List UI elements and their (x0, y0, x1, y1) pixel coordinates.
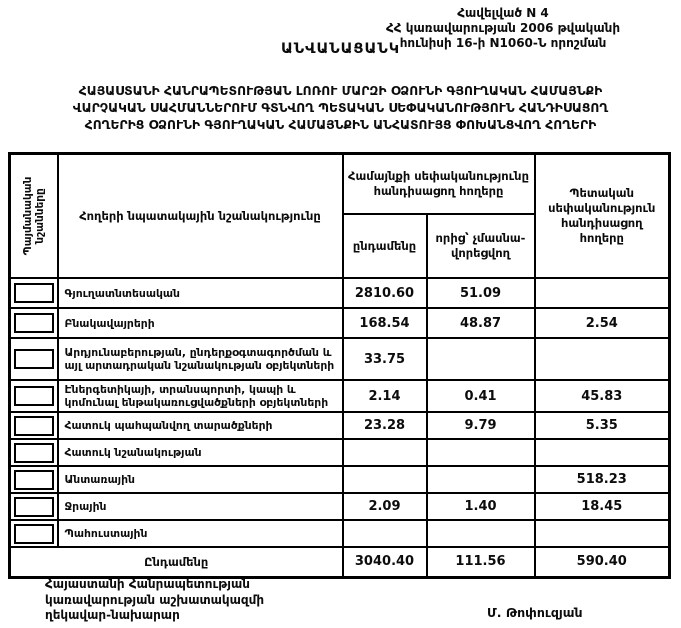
legend-symbol-box (14, 470, 54, 490)
signatory-title (45, 577, 264, 624)
symbol-cell (10, 308, 58, 338)
row-nonpriv: 51.09 (427, 278, 535, 308)
row-nonpriv (427, 439, 535, 466)
table-row (10, 380, 670, 412)
legend-symbol-box (14, 443, 54, 463)
legend-symbol-box (14, 524, 54, 544)
row-name: Անտառային (58, 466, 343, 493)
signature-name: Մ. Թոփուզյան (487, 605, 583, 620)
row-total (343, 466, 427, 493)
legend-symbol-box (14, 497, 54, 517)
row-name: Էներգետիկայի, տրանսպորտի, կապի և կոմունալ ենթակառուցվածքների օբյեկտների (58, 380, 343, 412)
legend-symbol-box (14, 386, 54, 406)
symbol-cell (10, 520, 58, 547)
table-row (10, 412, 670, 439)
table-row (10, 493, 670, 520)
row-nonpriv: 1.40 (427, 493, 535, 520)
annex-line: հունիսի 16-ի N1060-Ն որոշման (399, 36, 607, 50)
row-total: 168.54 (343, 308, 427, 338)
row-total: 2810.60 (343, 278, 427, 308)
row-total (343, 520, 427, 547)
lands-table (8, 152, 671, 579)
legend-symbol-box (14, 416, 54, 436)
total-state: 590.40 (535, 547, 670, 577)
row-nonpriv: 0.41 (427, 380, 535, 412)
row-state: 2.54 (535, 308, 670, 338)
header-state-property: Պետական սեփականություն հանդիսացող հողերը (535, 154, 670, 279)
symbol-cell (10, 466, 58, 493)
row-name: Գյուղատնտեսական (58, 278, 343, 308)
row-state: 5.35 (535, 412, 670, 439)
symbol-cell (10, 278, 58, 308)
header-non-privatizable: որից՝ չմասնա-վորեցվող (427, 214, 535, 278)
row-total (343, 439, 427, 466)
table-row (10, 520, 670, 547)
document-title: ԱՆՎԱՆԱՑԱՆԿ (280, 41, 401, 57)
row-name: Ջրային (58, 493, 343, 520)
total-nonpriv: 111.56 (427, 547, 535, 577)
legend-symbol-box (14, 349, 54, 369)
row-nonpriv: 48.87 (427, 308, 535, 338)
row-state (535, 338, 670, 380)
row-nonpriv: 9.79 (427, 412, 535, 439)
signatory-line: կառավարության աշխատակազմի (45, 592, 265, 607)
row-total: 2.14 (343, 380, 427, 412)
annex-line: Հավելված N 4 (457, 6, 549, 20)
row-total: 2.09 (343, 493, 427, 520)
row-state (535, 520, 670, 547)
signatory-line: Հայաստանի Հանրապետության (45, 577, 250, 591)
row-state (535, 278, 670, 308)
symbol-cell (10, 439, 58, 466)
table-total-row (10, 547, 670, 577)
row-name: Հատուկ նշանակության (58, 439, 343, 466)
row-state: 18.45 (535, 493, 670, 520)
row-name: Հատուկ պահպանվող տարածքների (58, 412, 343, 439)
row-total: 33.75 (343, 338, 427, 380)
subtitle-line: ՀԱՅԱՍՏԱՆԻ ՀԱՆՐԱՊԵՏՈՒԹՅԱՆ ԼՈՌՈՒ ՄԱՐԶԻ ՕՁՈՒՆԻ ԳՅՈՒՂԱԿԱՆ ՀԱՄԱՅՆՔԻ (78, 84, 603, 98)
total-total: 3040.40 (343, 547, 427, 577)
table-row (10, 338, 670, 380)
symbol-cell (10, 493, 58, 520)
header-community-property: Համայնքի սեփականությունը հանդիսացող հողերը (343, 154, 535, 215)
symbol-cell (10, 338, 58, 380)
table-row (10, 308, 670, 338)
row-state (535, 439, 670, 466)
row-name: Բնակավայրերի (58, 308, 343, 338)
row-state: 45.83 (535, 380, 670, 412)
symbol-cell (10, 412, 58, 439)
table-row (10, 278, 670, 308)
table-row (10, 439, 670, 466)
signatory-line: ղեկավար-նախարար (45, 608, 180, 622)
header-symbols-label: Պայմանական նշանները (21, 176, 46, 256)
subtitle-line: ՎԱՐՉԱԿԱՆ ՍԱՀՄԱՆՆԵՐՈՒՄ ԳՏՆՎՈՂ ՊԵՏԱԿԱՆ ՍԵՓԱԿԱՆՈՒԹՅՈՒՆ ՀԱՆԴԻՍԱՑՈՂ (72, 101, 609, 115)
row-nonpriv (427, 338, 535, 380)
document-subtitle (0, 83, 681, 134)
row-state: 518.23 (535, 466, 670, 493)
row-nonpriv (427, 520, 535, 547)
legend-symbol-box (14, 313, 54, 333)
table-row (10, 466, 670, 493)
annex-line: ՀՀ կառավարության 2006 թվականի (385, 21, 621, 35)
total-label: Ընդամենը (10, 547, 343, 577)
symbol-cell (10, 380, 58, 412)
header-symbols-cell (10, 154, 58, 279)
subtitle-line: ՀՈՂԵՐԻՑ ՕՁՈՒՆԻ ԳՅՈՒՂԱԿԱՆ ՀԱՄԱՅՆՔԻՆ ԱՆՀԱՏՈՒՅՑ ՓՈԽԱՆՑՎՈՂ ՀՈՂԵՐԻ (84, 118, 597, 132)
row-name: Պահուստային (58, 520, 343, 547)
header-total: ընդամենը (343, 214, 427, 278)
row-total: 23.28 (343, 412, 427, 439)
row-name: Արդյունաբերության, ընդերքօգտագործման և այլ արտադրական նշանակության օբյեկտների (58, 338, 343, 380)
header-land-purpose: Հողերի նպատակային նշանակությունը (58, 154, 343, 279)
legend-symbol-box (14, 283, 54, 303)
row-nonpriv (427, 466, 535, 493)
